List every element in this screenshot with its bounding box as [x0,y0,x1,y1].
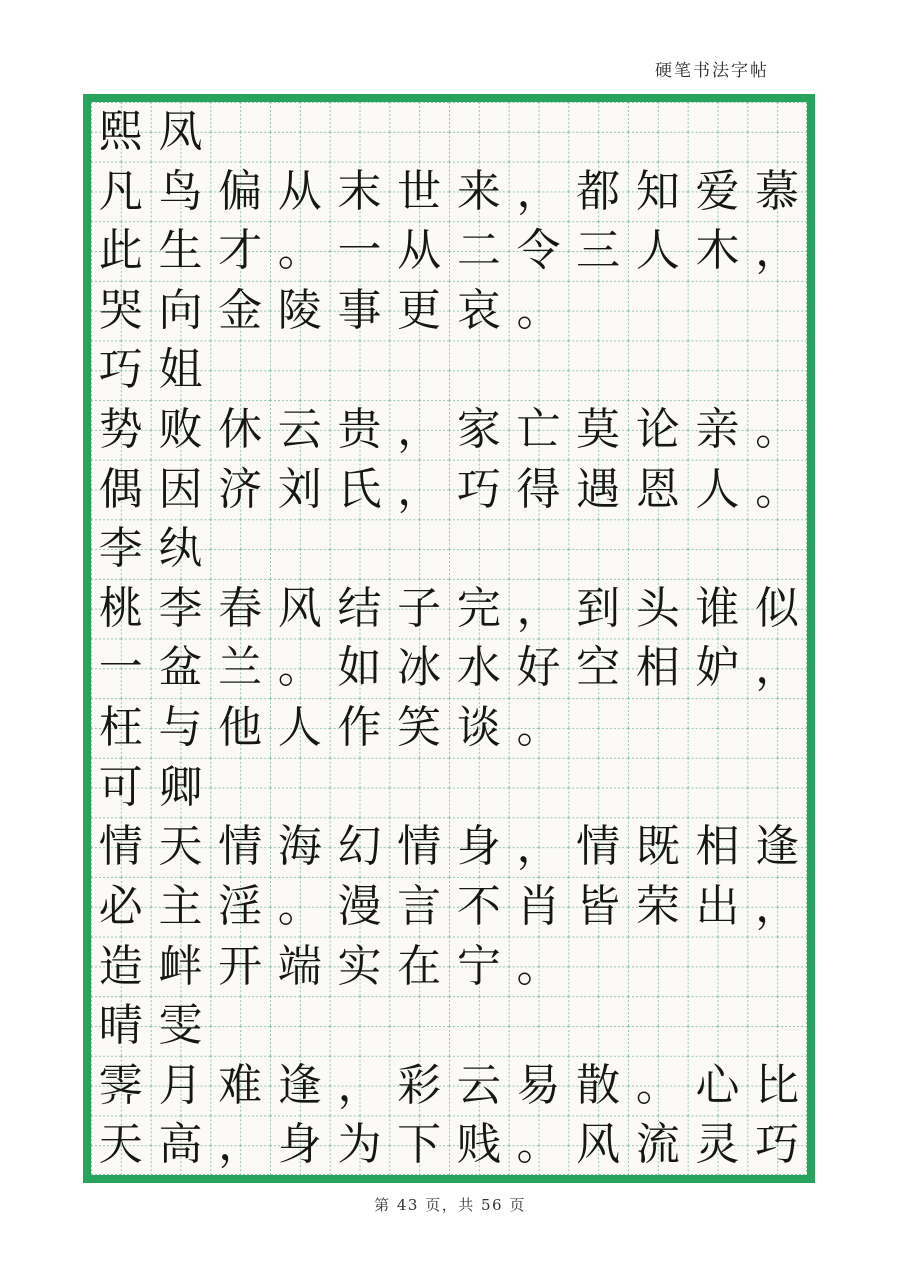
footer-page-number: 第 43 页，共 56 页 [374,1196,526,1214]
handwriting-row: 势败休云贵，家亡莫论亲。 [98,404,815,456]
practice-sheet-frame [83,94,815,1183]
handwriting-row: 一盆兰。如冰水好空相妒， [98,642,815,694]
handwriting-row: 巧姐 [98,344,219,396]
handwriting-row: 熙凤 [98,106,219,157]
handwriting-row: 天高，身为下贱。风流灵巧 [98,1119,815,1171]
header-title: 硬笔书法字帖 [655,61,769,81]
handwriting-row: 情天情海幻情身，情既相逢 [98,821,815,873]
handwriting-row: 必主淫。漫言不肖皆荣出， [98,880,815,932]
handwriting-row: 哭向金陵事更哀。 [98,284,577,336]
handwriting-row: 造衅开端实在宁。 [98,940,577,992]
handwriting-row: 偶因济刘氏，巧得遇恩人。 [98,463,815,515]
handwriting-row: 李纨 [98,523,219,575]
handwriting-row: 此生才。一从二令三人木， [98,225,815,277]
handwriting-row: 桃李春风结子完，到头谁似 [98,582,815,634]
handwriting-rows [91,102,815,1175]
handwriting-row: 可卿 [98,761,219,813]
handwriting-row: 枉与他人作笑谈。 [98,702,577,754]
handwriting-row: 霁月难逢，彩云易散。心比 [98,1059,815,1111]
handwriting-row: 凡鸟偏从末世来，都知爱慕 [98,165,815,217]
handwriting-row: 晴雯 [98,1000,219,1052]
